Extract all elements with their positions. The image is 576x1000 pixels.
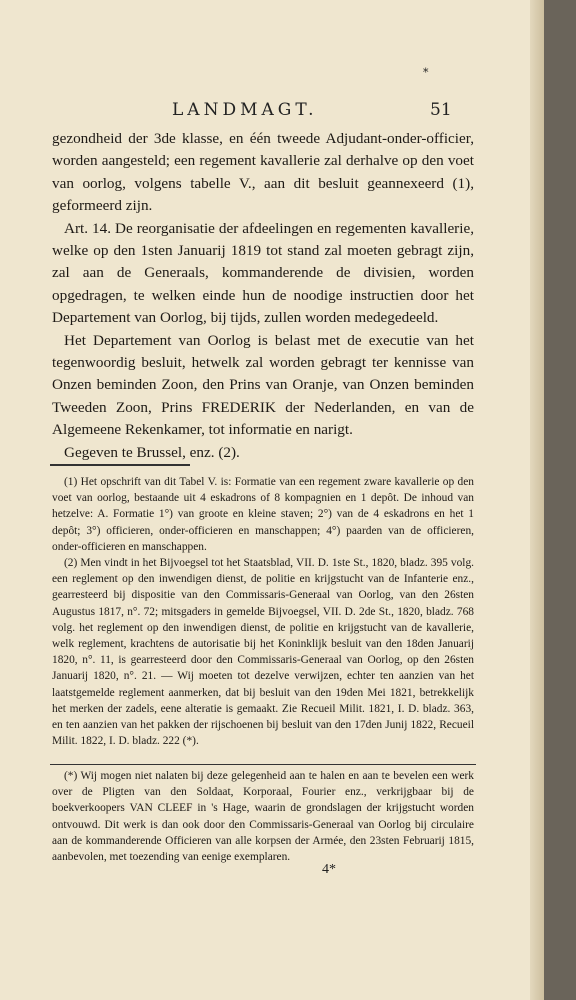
footnote-separator [50,464,190,466]
running-head-title: LANDMAGT. [172,100,318,120]
paragraph-1: gezondheid der 3de klasse, en één tweede Adjudant-onder-officier, worden aangesteld; een regement kavallerie zal derhalve op den voet van oorlog, volgens tabelle V., aan dit besluit geannexeerd (1), geformeerd zijn. [52,130,474,215]
page-gutter-shadow [530,0,544,1000]
footnotes [52,474,474,749]
main-text [52,128,474,464]
footnote-star: (*) Wij mogen niet nalaten bij deze gelegenheid aan te halen en aan te bevelen een werk over de Pligten van den Soldaat, Korporaal, Fourier enz., verkrijgbaar bij de boekverkoopers VAN CLEEF in 's Hage, waarin de grondslagen der krijgstucht worden ontvouwd. Dit werk is dan ook door den Commissaris-Generaal van Oorlog bij circulaire aan de kommanderende Officieren van alle korpsen der Armée, den 23sten Februarij 1815, aanbevolen, met toezending van eenige exemplaren. [52,770,474,864]
paragraph-given: Gegeven te Brussel, enz. (2). [64,443,240,461]
star-mark: * [423,66,429,79]
signature-mark: 4* [322,862,336,877]
footnote-2: (2) Men vindt in het Bijvoegsel tot het Staatsblad, VII. D. 1ste St., 1820, bladz. 395 volg. een reglement op den inwendigen dienst, de politie en krijgstucht van de Infanterie enz., gearresteerd bij dispositie van den Commissaris-Generaal van Oorlog, van den 26sten Augustus 1817, n°. 72; mitsgaders in gemelde Bijvoegsel, VII. D. 2de St., 1820, bladz. 768 volg. het reglement op den inwendigen dienst, de politie en krijgstucht van de kavallerie, welk reglement, krachtens de autorisatie bij het Koninklijk besluit van den 18den Januarij 1820, n°. 11, is gearresteerd door den Commissaris-Generaal van Oorlog, op den 26sten Januarij 1820, n°. 21. — Wij moeten tot dezelve verwijzen, echter ten aanzien van het laatstgemelde reglement aanmerken, dat bij besluit van den 19den Mei 1821, betrekkelijk het merken der zadels, eene alteratie is gemaakt. Zie Recueil Milit. 1821, I. D. bladz. 363, en ten aanzien van het pakken der rijschoenen bij besluit van den 17den Junij 1822, Recueil Milit. 1822, I. D. bladz. 222 (*). [52,557,474,748]
subfootnote-separator [50,764,476,765]
paragraph-execution: Het Departement van Oorlog is belast met de executie van het tegenwoordig besluit, hetwelk zal worden gebragt ter kennisse van Onzen beminden Zoon, den Prins van Oranje, van Onzen beminden Tweeden Zoon, Prins FREDERIK der Nederlanden, en van de Algemeene Rekenkamer, tot informatie en narigt. [52,331,474,439]
paragraph-article-14: Art. 14. De reorganisatie der afdeelingen en regementen kavallerie, welke op den 1sten Januarij 1819 tot stand zal moeten gebragt zijn, zal aan de Generaals, kommanderende de divisien, worden opgedragen, te welken einde hun de noodige instructien door het Departement van Oorlog, bij tijds, zullen worden medegedeeld. [52,219,474,327]
footnote-1: (1) Het opschrift van dit Tabel V. is: Formatie van een regement zware kavallerie op den voet van oorlog, bestaande uit 4 eskadrons of 8 kompagnien en 1 depôt. De inhoud van hetzelve: A. Formatie 1°) van groote en kleine staven; 2°) van de 4 eskadrons en het 1 depôt; 3°) officieren, onder-officieren en manschappen; 4°) paarden van de officieren, onder-officieren en manschappen. [52,476,474,553]
book-edge [544,0,576,1000]
page-number: 51 [430,100,452,120]
subfootnote [52,768,474,865]
